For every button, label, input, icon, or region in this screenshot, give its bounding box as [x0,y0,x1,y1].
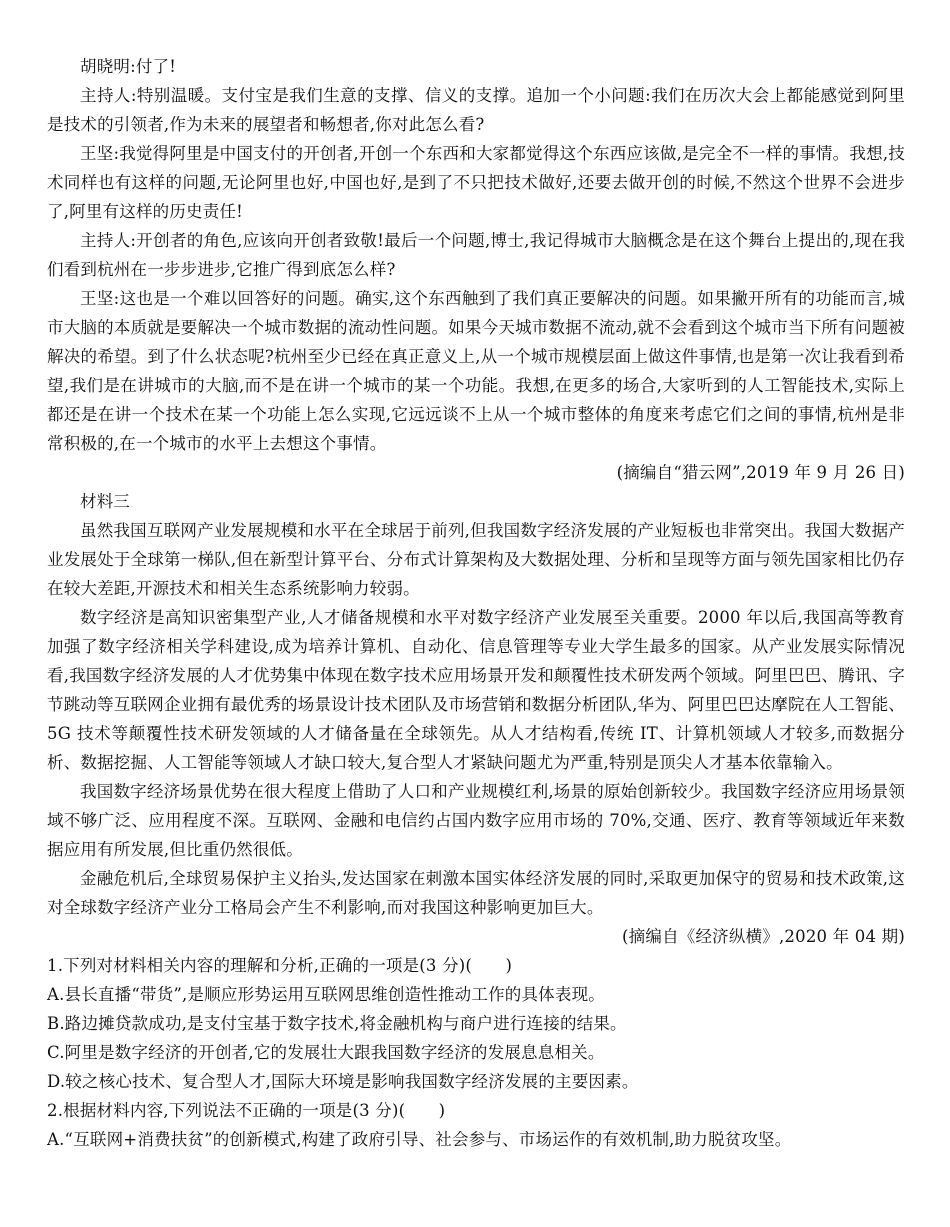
source-citation: (摘编自“猎云网”,2019 年 9 月 26 日) [616,463,905,482]
interview-paragraph: 胡晓明:付了! [80,57,177,76]
material3-section [47,516,905,922]
answer-option: A.“互联网+消费扶贫”的创新模式,构建了政府引导、社会参与、市场运作的有效机制,助力脱贫攻坚。 [47,1130,792,1149]
interview-section [47,52,905,458]
document-page [47,52,905,1154]
material-paragraph: 数字经济是高知识密集型产业,人才储备规模和水平对数字经济产业发展至关重要。2000 年以后,我国高等教育加强了数字经济相关学科建设,成为培养计算机、自动化、信息管理等专业大学生最多的国家。从产业发展实际情况看,我国数字经济发展的人才优势集中体现在数字技术应用场景开发和颠覆性技术研发两个领域。阿里巴巴、腾讯、字节跳动等互联网企业拥有最优秀的场景设计技术团队及市场营销和数据分析团队,华为、阿里巴巴达摩院在人工智能、5G 技术等颠覆性技术研发领域的人才储备量在全球领先。从人才结构看,传统 IT、计算机领域人才较多,而数据分析、数据挖掘、人工智能等领域人才缺口较大,复合型人才紧缺问题尤为严重,特别是顶尖人才基本依靠输入。 [47,608,905,772]
questions-section [47,951,905,1154]
material-paragraph: 我国数字经济场景优势在很大程度上借助了人口和产业规模红利,场景的原始创新较少。我国数字经济应用场景领域不够广泛、应用程度不深。互联网、金融和电信约占国内数字应用市场的 70%,交通、医疗、教育等领域近年来数据应用有所发展,但比重仍然很低。 [47,782,905,859]
answer-option: D.较之核心技术、复合型人才,国际大环境是影响我国数字经济发展的主要因素。 [47,1072,639,1091]
source-citation: (摘编自《经济纵横》,2020 年 04 期) [622,927,905,946]
material-paragraph: 金融危机后,全球贸易保护主义抬头,发达国家在刺激本国实体经济发展的同时,采取更加保守的贸易和技术政策,这对全球数字经济产业分工格局会产生不利影响,而对我国这种影响更加巨大。 [47,869,905,917]
material-paragraph: 虽然我国互联网产业发展规模和水平在全球居于前列,但我国数字经济发展的产业短板也非常突出。我国大数据产业发展处于全球第一梯队,但在新型计算平台、分布式计算架构及大数据处理、分析和呈现等方面与领先国家相比仍存在较大差距,开源技术和相关生态系统影响力较弱。 [47,521,905,598]
interview-paragraph: 王坚:我觉得阿里是中国支付的开创者,开创一个东西和大家都觉得这个东西应该做,是完全不一样的事情。我想,技术同样也有这样的问题,无论阿里也好,中国也好,是到了不只把技术做好,还要去做开创的时候,不然这个世界不会进步了,阿里有这样的历史责任! [47,144,905,221]
answer-option: A.县长直播“带货”,是顺应形势运用互联网思维创造性推动工作的具体表现。 [47,985,605,1004]
answer-option: B.路边摊贷款成功,是支付宝基于数字技术,将金融机构与商户进行连接的结果。 [47,1014,627,1033]
question-stem: 1.下列对材料相关内容的理解和分析,正确的一项是(3 分)( ) [47,956,513,975]
section-title: 材料三 [80,492,131,511]
interview-paragraph: 王坚:这也是一个难以回答好的问题。确实,这个东西触到了我们真正要解决的问题。如果撇开所有的功能而言,城市大脑的本质就是要解决一个城市数据的流动性问题。如果今天城市数据不流动,就不会看到这个城市当下所有问题被解决的希望。到了什么状态呢?杭州至少已经在真正意义上,从一个城市规模层面上做这件事情,也是第一次让我看到希望,我们是在讲城市的大脑,而不是在讲一个城市的某一个功能。我想,在更多的场合,大家听到的人工智能技术,实际上都还是在讲一个技术在某一个功能上怎么实现,它远远谈不上从一个城市整体的角度来考虑它们之间的事情,杭州是非常积极的,在一个城市的水平上去想这个事情。 [47,289,905,453]
answer-option: C.阿里是数字经济的开创者,它的发展壮大跟我国数字经济的发展息息相关。 [47,1043,605,1062]
question-stem: 2.根据材料内容,下列说法不正确的一项是(3 分)( ) [47,1101,446,1120]
interview-paragraph: 主持人:特别温暖。支付宝是我们生意的支撑、信义的支撑。追加一个小问题:我们在历次大会上都能感觉到阿里是技术的引领者,作为未来的展望者和畅想者,你对此怎么看? [47,86,905,134]
interview-paragraph: 主持人:开创者的角色,应该向开创者致敬!最后一个问题,博士,我记得城市大脑概念是在这个舞台上提出的,现在我们看到杭州在一步步进步,它推广得到底怎么样? [47,231,905,279]
